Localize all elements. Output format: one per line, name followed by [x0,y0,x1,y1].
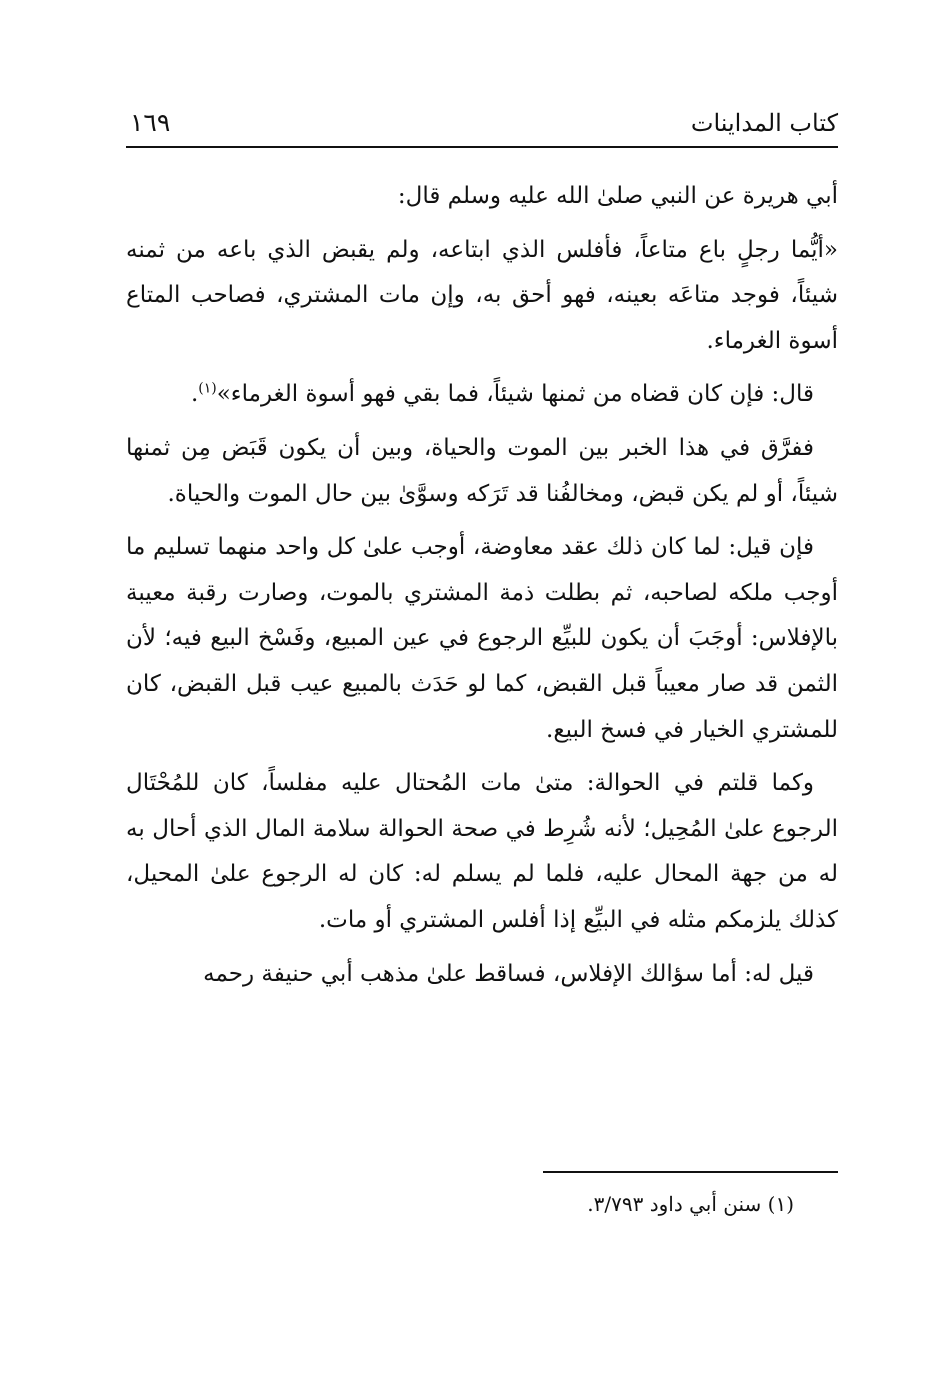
footnote-1: (١) سنن أبي داود ٣/٧٩٣. [587,1192,794,1216]
page-number: ١٦٩ [130,108,171,137]
paragraph-4: ففرَّق في هذا الخبر بين الموت والحياة، وبين أن يكون قَبَض مِن ثمنها شيئاً، أو لم يكن قبض، ومخالفُنا قد تَرَكه وسوَّىٰ بين حال الموت والحياة. [126,434,838,507]
paragraph-7: قيل له: أما سؤالك الإفلاس، فساقط علىٰ مذهب أبي حنيفة رحمه [203,960,814,987]
footnote-divider [543,1171,838,1173]
main-text [126,174,838,1005]
paragraph-3-text: قال: فإن كان قضاه من ثمنها شيئاً، فما بقي فهو أسوة الغرماء» [216,381,814,408]
paragraph-5: فإن قيل: لما كان ذلك عقد معاوضة، أوجب علىٰ كل واحد منهما تسليم ما أوجب ملكه لصاحبه، ثم بطلت ذمة المشتري بالموت، وصارت رقبة معيبة بالإفلاس: أوجَبَ أن يكون للبيِّع الرجوع في عين المبيع، وفَسْخ البيع فيه؛ لأن الثمن قد صار معيباً قبل القبض، كما لو حَدَث بالمبيع عيب قبل القبض، كان للمشتري الخيار في فسخ البيع. [126,534,838,743]
book-page [126,0,838,1381]
running-title: كتاب المداينات [690,109,838,137]
paragraph-6: وكما قلتم في الحوالة: متىٰ مات المُحتال عليه مفلساً، كان للمُحْتَال الرجوع علىٰ المُحِيل؛ لأنه شُرِط في صحة الحوالة سلامة المال الذي أحال به له من جهة المحال عليه، فلما لم يسلم له: كان له الرجوع علىٰ المحيل، كذلك يلزمكم مثله في البيِّع إذا أفلس المشتري أو مات. [126,770,838,933]
paragraph-3 [126,372,838,418]
paragraph-2: «أيُّما رجلٍ باع متاعاً، فأفلس الذي ابتاعه، ولم يقبض الذي باعه من ثمنه شيئاً، فوجد متاعَه بعينه، فهو أحق به، وإن مات المشتري، فصاحب المتاع أسوة الغرماء. [126,236,838,354]
paragraph-3-end: . [190,381,199,408]
page-header [126,104,838,148]
footnote-reference[interactable]: (١) [198,380,217,397]
paragraph-1: أبي هريرة عن النبي صلىٰ الله عليه وسلم قال: [397,183,838,209]
